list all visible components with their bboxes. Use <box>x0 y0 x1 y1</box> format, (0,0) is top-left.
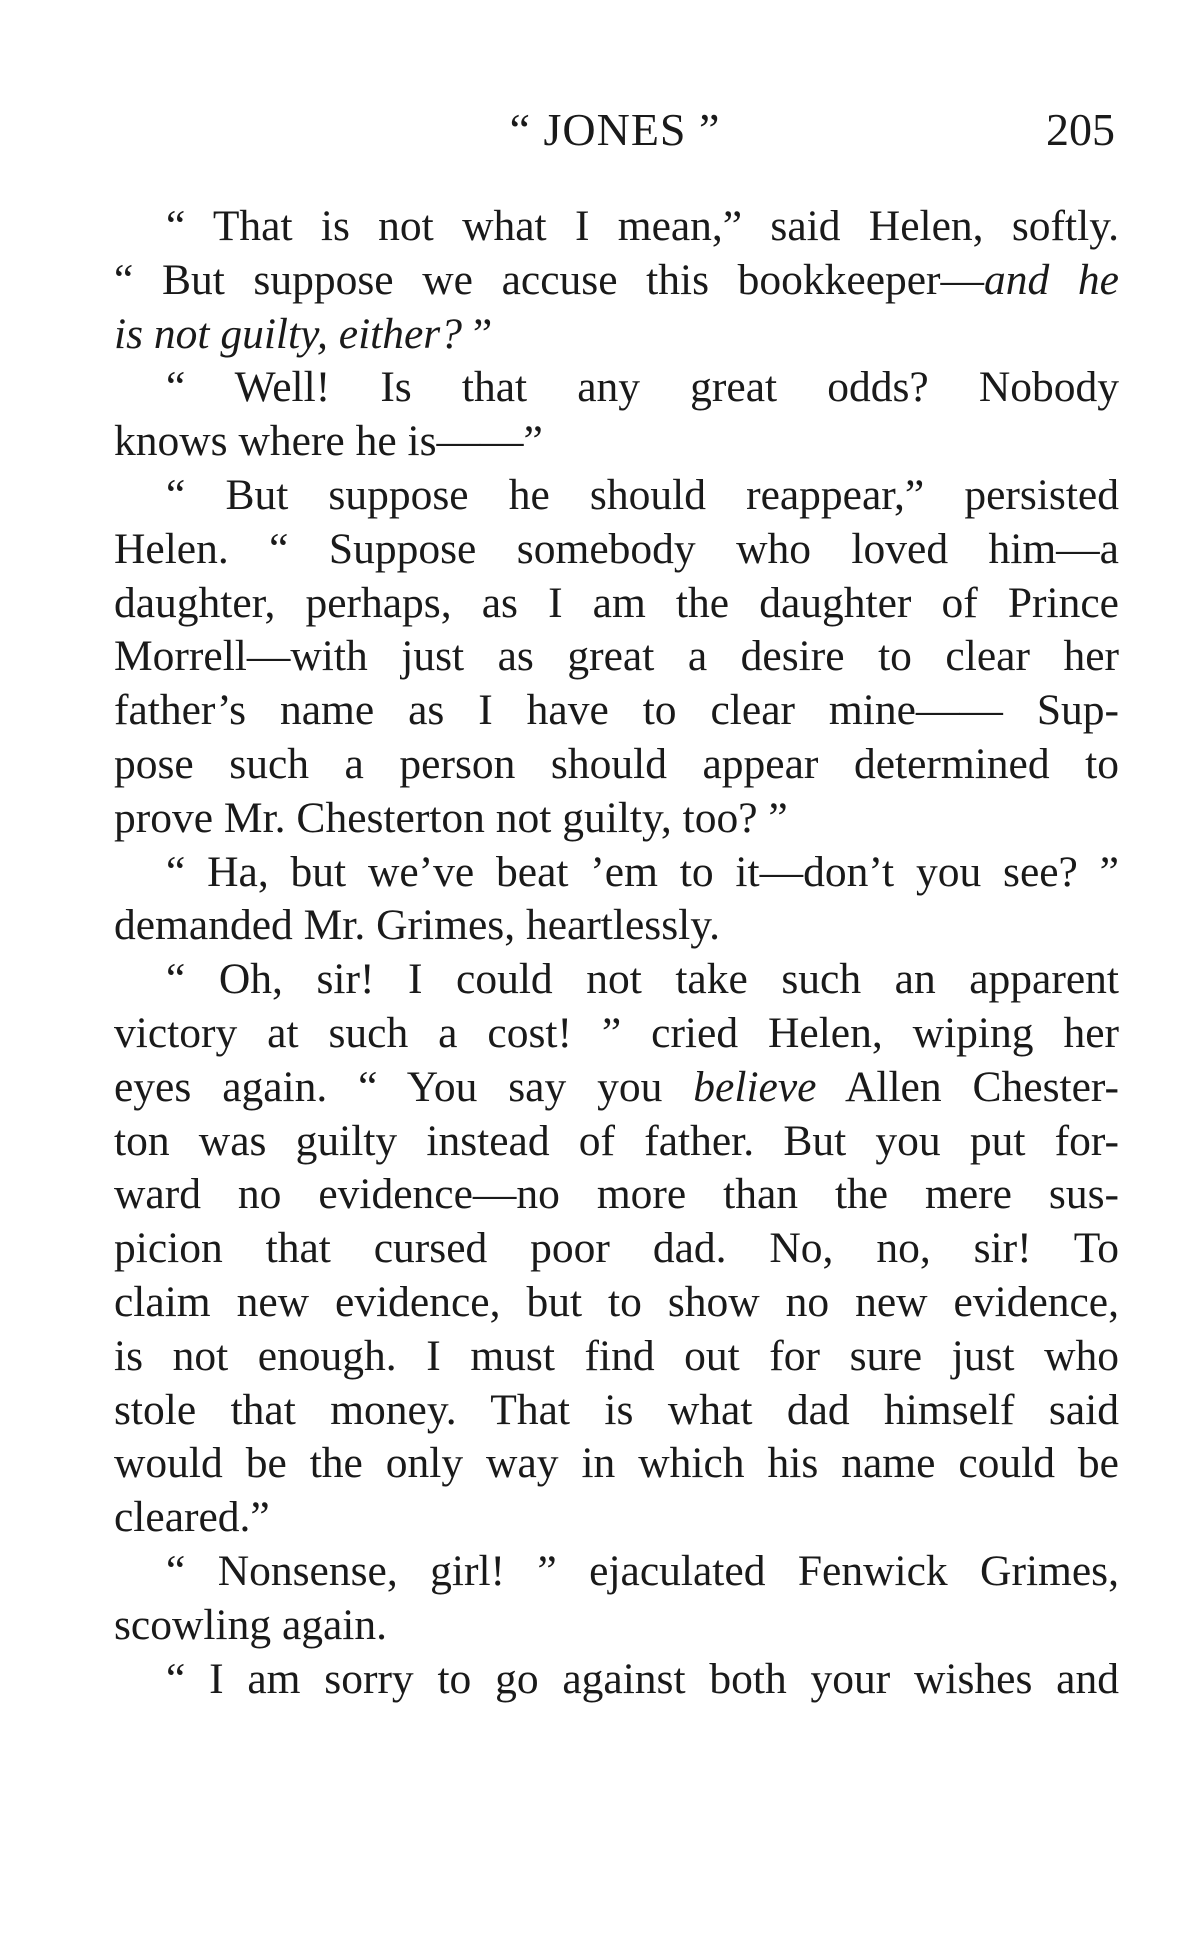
text-line: father’s name as I have to clear mine—— Sup- <box>114 686 1119 735</box>
text-line: ton was guilty instead of father. But you put for- <box>114 1116 1119 1165</box>
text-line: “ But suppose he should reappear,” persisted <box>166 470 1119 519</box>
text-line: “ Oh, sir! I could not take such an apparent <box>166 955 1119 1004</box>
text-line: ward no evidence—no more than the mere sus- <box>114 1170 1119 1219</box>
text-line: scowling again. <box>114 1600 388 1649</box>
text-line: picion that cursed poor dad. No, no, sir! To <box>114 1224 1119 1273</box>
text-line: “ Ha, but we’ve beat ’em to it—don’t you see? ” <box>166 847 1119 896</box>
text-segment: “ But suppose we accuse this bookkeeper— <box>114 255 985 304</box>
italic-text: is not guilty, either? <box>114 309 462 358</box>
italic-text: believe <box>693 1062 817 1111</box>
text-line: cleared.” <box>114 1493 270 1542</box>
text-line: “ Nonsense, girl! ” ejaculated Fenwick Grimes, <box>166 1546 1119 1595</box>
text-line: Morrell—with just as great a desire to clear her <box>114 632 1119 681</box>
page-number: 205 <box>1046 104 1115 155</box>
text-line <box>114 1061 1119 1115</box>
text-line: claim new evidence, but to show no new evidence, <box>114 1277 1119 1326</box>
italic-text: and he <box>984 255 1119 304</box>
text-line: “ Well! Is that any great odds? Nobody <box>166 363 1119 412</box>
text-line: daughter, perhaps, as I am the daughter of Prince <box>114 578 1119 627</box>
text-line: is not enough. I must find out for sure just who <box>114 1331 1119 1380</box>
text-segment: Allen Chester- <box>816 1062 1119 1111</box>
text-line: demanded Mr. Grimes, heartlessly. <box>114 901 721 950</box>
text-line: stole that money. That is what dad himself said <box>114 1385 1119 1434</box>
page-header <box>115 100 1115 160</box>
text-line: would be the only way in which his name could be <box>114 1439 1119 1488</box>
text-line: “ That is not what I mean,” said Helen, softly. <box>166 202 1119 250</box>
text-segment: ” <box>461 309 493 358</box>
text-line: Helen. “ Suppose somebody who loved him—a <box>114 524 1119 573</box>
text-line: “ I am sorry to go against both your wishes and <box>166 1654 1119 1703</box>
body-text <box>114 200 1119 1706</box>
text-line <box>114 308 1119 362</box>
text-segment: eyes again. “ You say you <box>114 1062 694 1111</box>
text-line: knows where he is——” <box>114 417 543 466</box>
text-line <box>114 254 1119 308</box>
text-line: prove Mr. Chesterton not guilty, too? ” <box>114 793 788 842</box>
text-line: pose such a person should appear determined to <box>114 739 1119 788</box>
text-line: victory at such a cost! ” cried Helen, wiping her <box>114 1008 1119 1057</box>
running-title: “ JONES ” <box>509 104 721 155</box>
